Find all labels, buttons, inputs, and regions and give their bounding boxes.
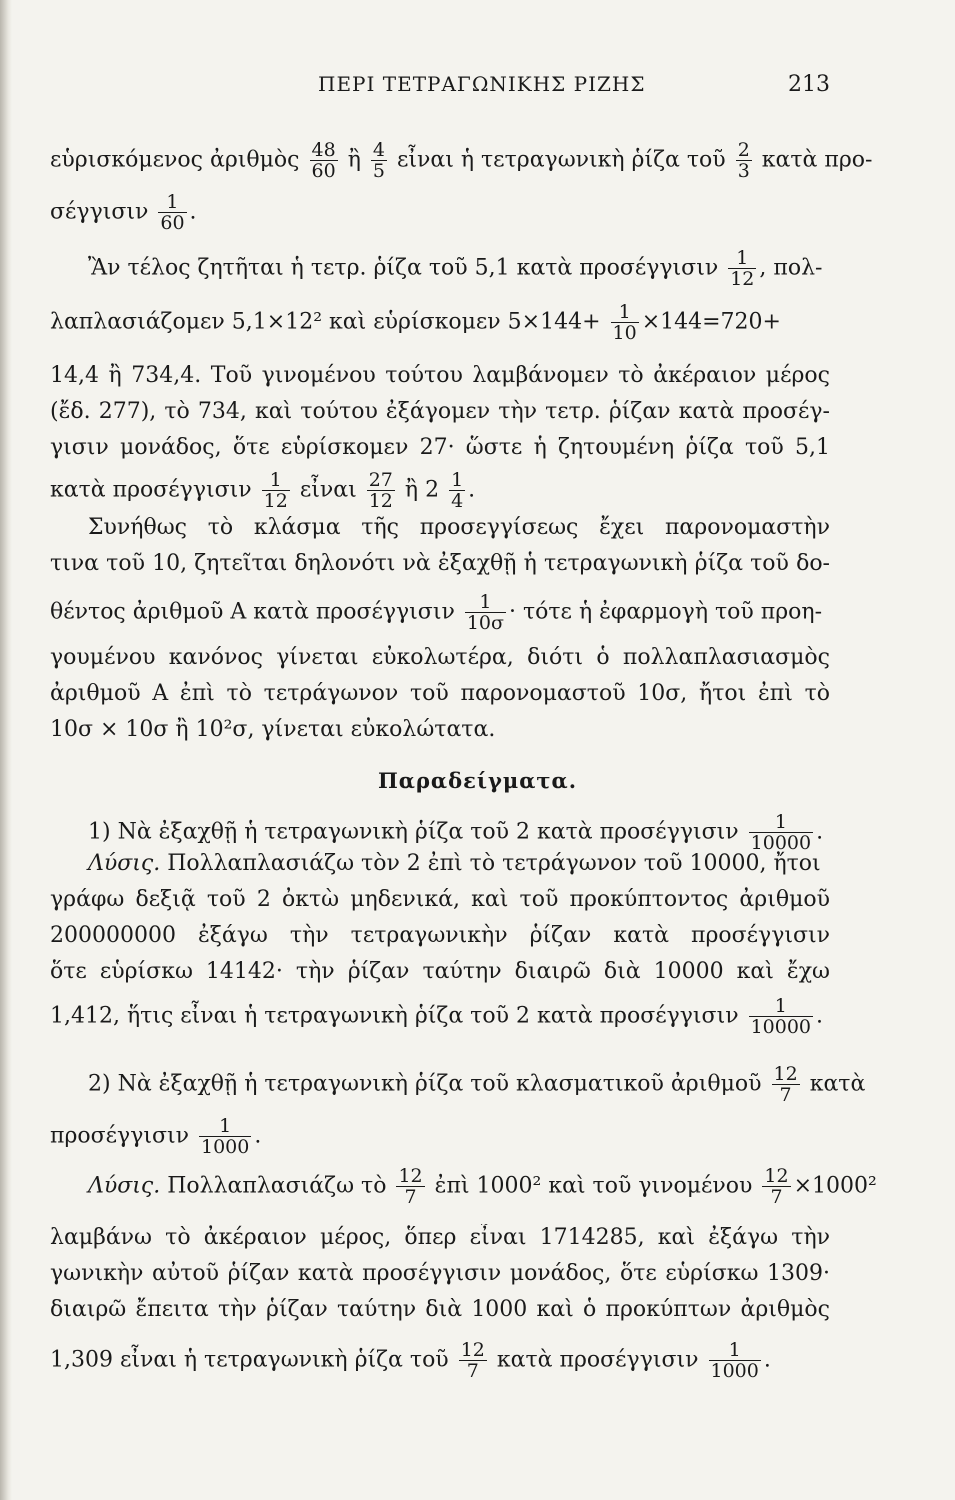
text-span: ×1000² [793,1173,877,1199]
denominator: 10σ [466,612,504,634]
fraction [749,996,813,1037]
denominator: 3 [737,160,750,182]
text-span: εὑρισκόμενος ἀριθμὸς [50,147,300,173]
denominator: 7 [770,1186,783,1208]
denominator: 5 [372,160,385,182]
text-line [88,812,830,853]
denominator: 10000 [750,832,812,854]
text-span: σέγγισιν [50,199,149,225]
denominator: 10 [612,322,637,344]
fraction [158,192,186,233]
text-line: γισιν μονάδος, ὅτε εὑρίσκομεν 27· ὥστε ἡ ζητουμένη ῥίζα τοῦ 5,1 [50,435,830,460]
text-span: εἶναι ἡ τετραγωνικὴ ῥίζα τοῦ [396,147,726,173]
text-span: Πολλαπλασιάζω τὸν 2 ἐπὶ τὸ τετράγωνον τοῦ 10000, ἤτοι [167,851,821,876]
text-span: 1) Νὰ ἐξαχθῇ ἡ τετραγωνικὴ ῥίζα τοῦ 2 κατὰ προσέγγισιν [88,819,739,845]
text-line [50,192,830,233]
text-line [88,1063,866,1106]
denominator: 1000 [710,1360,759,1382]
numerator: 27 [368,469,393,491]
text-span: · τότε ἡ ἐφαρμογὴ τοῦ προη- [508,599,823,625]
denominator: 10000 [750,1016,812,1038]
text-line: (ἔδ. 277), τὸ 734, καὶ τούτου ἐξάγομεν τὴν τετρ. ῥίζαν κατὰ προσέγ- [50,399,830,424]
denominator: 7 [404,1186,417,1208]
text-line [88,1165,877,1208]
text-line [88,248,830,289]
text-span: . [468,477,476,503]
numerator: 12 [764,1165,789,1187]
denominator: 4 [451,490,464,512]
text-span: ἐπὶ 1000² καὶ τοῦ γινομένου [434,1173,753,1199]
section-title: Παραδείγματα. [377,768,578,793]
text-span: προσέγγισιν [50,1123,189,1149]
text-line [50,1340,830,1381]
denominator: 60 [160,212,185,234]
numerator: 1 [611,302,639,323]
numerator: 12 [460,1339,485,1361]
fraction [772,1064,800,1105]
denominator: 60 [311,160,336,182]
text-span: κατὰ προ- [761,147,873,173]
text-line [50,1116,830,1157]
text-line: λαμβάνω τὸ ἀκέραιον μέρος, ὅπερ εἶναι 1714285, καὶ ἐξάγω τὴν [50,1225,830,1250]
text-span: ×144=720+ [641,309,781,335]
text-span: κατὰ προσέγγισιν [50,477,252,503]
text-span: . [189,199,197,225]
numerator: 2 [737,139,750,161]
text-span: ἢ 2 [404,477,440,503]
page-number: 213 [788,72,830,97]
text-line: ἀριθμοῦ Α ἐπὶ τὸ τετράγωνον τοῦ παρονομαστοῦ 10σ, ἤτοι ἐπὶ τὸ [50,681,830,706]
page-header [50,72,830,102]
fraction [762,1166,790,1207]
text-span: 1,309 εἶναι ἡ τετραγωνικὴ ῥίζα τοῦ [50,1347,449,1373]
text-line: διαιρῶ ἔπειτα τὴν ῥίζαν ταύτην διὰ 1000 καὶ ὁ προκύπτων ἀριθμὸς [50,1297,830,1322]
text-span: . [763,1347,771,1373]
numerator: 1 [465,592,506,613]
numerator: 1 [262,470,290,491]
text-line: ὅτε εὑρίσκω 14142· τὴν ῥίζαν ταύτην διαιρῶ διὰ 10000 καὶ ἔχω [50,959,830,984]
text-span: , πολ- [759,255,823,281]
denominator: 12 [730,268,755,290]
numerator: 48 [311,139,336,161]
numerator: 1 [709,1340,761,1361]
text-span: εἶναι [299,477,357,503]
fraction [310,140,338,181]
text-span: 2) Νὰ ἐξαχθῇ ἡ τετραγωνικὴ ῥίζα τοῦ κλασματικοῦ ἀριθμοῦ [88,1071,762,1097]
solution-label: Λύσις. [88,1173,161,1199]
text-line: 200000000 ἐξάγω τὴν τετραγωνικὴν ῥίζαν κατὰ προσέγγισιν [50,923,830,948]
text-span: 1,412, ἥτις εἶναι ἡ τετραγωνικὴ ῥίζα τοῦ 2 κατὰ προσέγγισιν [50,1003,739,1029]
text-span: Ἂν τέλος ζητῆται ἡ τετρ. ῥίζα τοῦ 5,1 κατὰ προσέγγισιν [88,255,719,281]
text-line: 14,4 ἢ 734,4. Τοῦ γινομένου τούτου λαμβάνομεν τὸ ἀκέραιον μέρος [50,363,830,388]
numerator: 12 [398,1165,423,1187]
fraction [709,1340,761,1381]
text-line [50,302,830,343]
text-line: γράφω δεξιᾷ τοῦ 2 ὀκτὼ μηδενικά, καὶ τοῦ προκύπτοντος ἀριθμοῦ [50,887,830,912]
text-span: λαπλασιάζομεν 5,1×12² καὶ εὑρίσκομεν 5×144+ [50,309,601,335]
fraction [449,470,465,511]
fraction [749,812,813,853]
text-span: θέντος ἀριθμοῦ Α κατὰ προσέγγισιν [50,599,455,625]
text-span: ἢ [347,147,361,173]
fraction [262,470,290,511]
text-line [50,996,830,1037]
text-span: κατὰ προσέγγισιν [496,1347,699,1373]
solution-label: Λύσις. [88,851,161,876]
fraction [371,140,387,181]
text-span: . [254,1123,262,1149]
fraction [465,592,506,633]
text-span: Πολλαπλασιάζω τὸ [167,1173,387,1199]
fraction [728,248,756,289]
text-line: Συνήθως τὸ κλάσμα τῆς προσεγγίσεως ἔχει παρονομαστὴν [88,515,830,540]
numerator: 4 [372,139,385,161]
text-line: 10σ × 10σ ἢ 10²σ, γίνεται εὐκολώτατα. [50,717,496,742]
text-line [50,470,830,511]
numerator: 1 [749,996,813,1017]
text-line [88,850,830,878]
text-line: τινα τοῦ 10, ζητεῖται δηλονότι νὰ ἐξαχθῇ ἡ τετραγωνικὴ ῥίζα τοῦ δο- [50,551,830,576]
denominator: 1000 [201,1136,250,1158]
numerator: 1 [199,1116,251,1137]
fraction [611,302,639,343]
fraction [736,140,752,181]
denominator: 7 [779,1084,792,1106]
denominator: 12 [368,490,393,512]
numerator: 12 [773,1063,798,1085]
text-span: . [816,1003,824,1029]
denominator: 7 [466,1360,479,1382]
text-line [50,592,830,633]
text-line [50,139,873,182]
numerator: 1 [749,812,813,833]
running-title: ΠΕΡΙ ΤΕΤΡΑΓΩΝΙΚΗΣ ΡΙΖΗΣ [318,72,646,96]
fraction [199,1116,251,1157]
text-line: γωνικὴν αὐτοῦ ῥίζαν κατὰ προσέγγισιν μονάδος, ὅτε εὑρίσκω 1309· [50,1261,830,1286]
text-span: κατὰ [809,1071,866,1097]
numerator: 1 [451,469,464,491]
fraction [367,470,395,511]
text-span: . [816,819,824,845]
numerator: 1 [158,192,186,213]
fraction [459,1340,487,1381]
numerator: 1 [728,248,756,269]
denominator: 12 [263,490,288,512]
text-line: γουμένου κανόνος γίνεται εὐκολωτέρα, διότι ὁ πολλαπλασιασμὸς [50,645,830,670]
page-binding-edge [0,0,12,1500]
fraction [396,1166,424,1207]
